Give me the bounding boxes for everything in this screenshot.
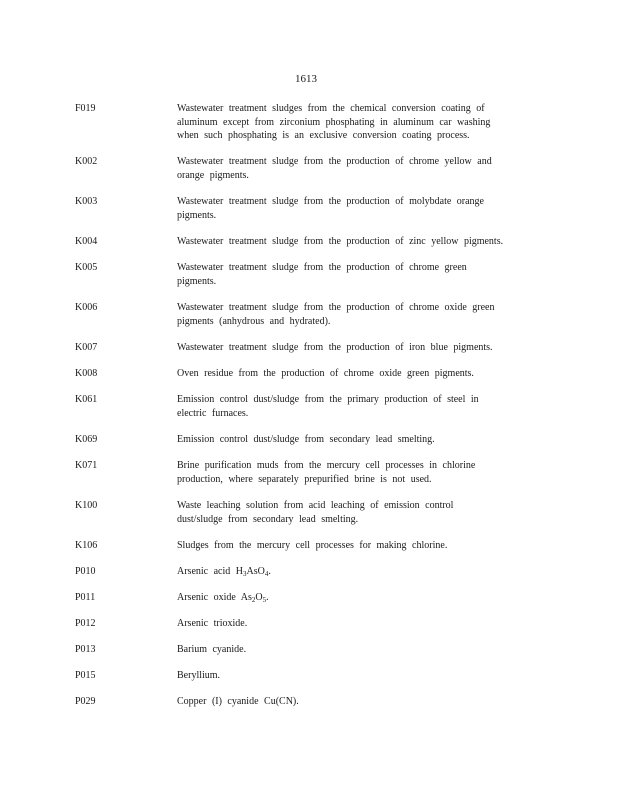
description-line: Oven residue from the production of chrome oxide green pigments. (177, 368, 474, 379)
waste-description (177, 459, 537, 486)
description-line: Waste leaching solution from acid leaching of emission control (177, 500, 454, 511)
waste-code: P010 (75, 566, 96, 577)
description-line: Beryllium. (177, 670, 221, 681)
description-line: Arsenic trioxide. (177, 618, 248, 629)
waste-code: K106 (75, 540, 98, 551)
waste-description (177, 301, 537, 328)
formula-text: Arsenic acid H (177, 566, 243, 577)
description-line: Wastewater treatment sludge from the production of iron blue pigments. (177, 342, 493, 353)
waste-description (177, 499, 537, 526)
description-line: Wastewater treatment sludge from the production of zinc yellow pigments. (177, 236, 504, 247)
waste-description (177, 565, 537, 579)
waste-code: K069 (75, 434, 98, 445)
formula-text: AsO (246, 566, 265, 577)
waste-description (177, 669, 537, 683)
description-line: Wastewater treatment sludge from the production of molybdate orange (177, 196, 484, 207)
description-line: Barium cyanide. (177, 644, 247, 655)
formula-subscript: 4 (264, 570, 269, 578)
waste-description (177, 617, 537, 631)
description-line: pigments (anhydrous and hydrated). (177, 315, 331, 327)
description-line: electric furnaces. (177, 407, 249, 419)
waste-code: F019 (75, 103, 96, 114)
formula-text: O (255, 592, 263, 603)
waste-code: K100 (75, 500, 98, 511)
description-line: Wastewater treatment sludges from the chemical conversion coating of (177, 103, 485, 114)
waste-code: K003 (75, 196, 98, 207)
description-line (177, 591, 537, 605)
formula-text: . (266, 592, 269, 603)
waste-description (177, 102, 537, 143)
formula-subscript: 3 (242, 570, 247, 578)
waste-description (177, 643, 537, 657)
description-line: Brine purification muds from the mercury cell processes in chlorine (177, 460, 476, 471)
waste-description (177, 341, 537, 355)
waste-code: K005 (75, 262, 98, 273)
waste-code: K008 (75, 368, 98, 379)
waste-description (177, 235, 537, 249)
formula-subscript: 2 (251, 596, 256, 604)
waste-code: K071 (75, 460, 98, 471)
waste-description (177, 591, 537, 605)
waste-description (177, 367, 537, 381)
description-line: dust/sludge from secondary lead smelting. (177, 513, 359, 525)
waste-description (177, 393, 537, 420)
page-number: 1613 (295, 73, 317, 85)
waste-code: K006 (75, 302, 98, 313)
waste-description (177, 261, 537, 288)
description-line: Sludges from the mercury cell processes for making chlorine. (177, 540, 448, 551)
description-line: Copper (I) cyanide Cu(CN). (177, 696, 299, 707)
waste-code: K007 (75, 342, 98, 353)
description-line (177, 565, 537, 579)
description-line: Wastewater treatment sludge from the production of chrome green (177, 262, 467, 273)
description-line: orange pigments. (177, 169, 249, 181)
waste-description (177, 195, 537, 222)
formula-text: Arsenic oxide As (177, 592, 252, 603)
waste-description (177, 695, 537, 709)
waste-code: P012 (75, 618, 96, 629)
description-line: Emission control dust/sludge from the primary production of steel in (177, 394, 479, 405)
waste-description (177, 539, 537, 553)
description-line: Emission control dust/sludge from secondary lead smelting. (177, 434, 435, 445)
description-line: Wastewater treatment sludge from the production of chrome yellow and (177, 156, 492, 167)
description-line: pigments. (177, 275, 217, 287)
description-line: when such phosphating is an exclusive conversion coating process. (177, 130, 470, 141)
waste-code: P015 (75, 670, 96, 681)
waste-description (177, 433, 537, 447)
waste-code: K002 (75, 156, 98, 167)
waste-description (177, 155, 537, 182)
description-line: production, where separately prepurified brine is not used. (177, 473, 432, 485)
formula-text: . (268, 566, 271, 577)
waste-code: K061 (75, 394, 98, 405)
waste-code: P011 (75, 592, 96, 603)
description-line: pigments. (177, 209, 217, 221)
waste-code: K004 (75, 236, 98, 247)
description-line: aluminum except from zirconium phosphating in aluminum car washing (177, 116, 491, 128)
description-line: Wastewater treatment sludge from the production of chrome oxide green (177, 302, 495, 313)
formula-subscript: 5 (262, 596, 267, 604)
waste-code: P013 (75, 644, 96, 655)
waste-code: P029 (75, 696, 96, 707)
